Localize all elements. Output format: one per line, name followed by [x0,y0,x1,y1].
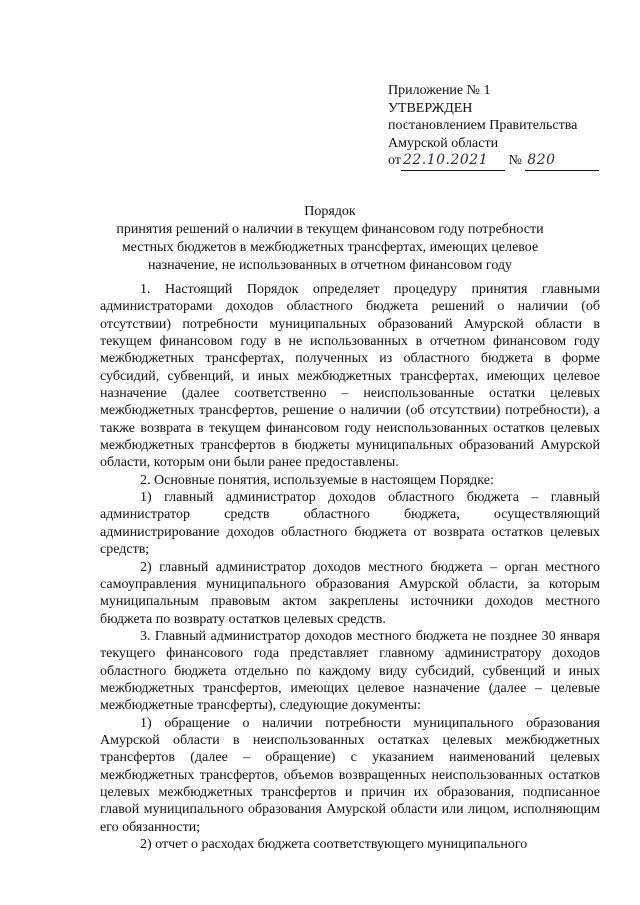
handwritten-date: 22.10.2021 [402,152,489,168]
paragraph: 1. Настоящий Порядок определяет процедуру принятия главными администраторами доходов областного бюджета решений о наличии (об отсутствии) потребности муниципальных образований Амурской области в текущем финансовом году в не использованных в отчетном финансовом году межбюджетных трансфертах, полученных из областного бюджета в форме субсидий, субвенций, и иных межбюджетных трансфертах, имеющих целевое назначение (далее соответственно – неиспользованные остатки целевых межбюджетных трансфертов, решение о наличии (об отсутствии) потребности), а также возврата в текущем финансовом году неиспользованных остатков целевых межбюджетных трансфертов в бюджеты муниципальных образований Амурской области, которым они были ранее предоставлены. [100,282,600,471]
number-prefix: № [508,153,522,168]
handwritten-number: 820 [527,152,556,168]
date-prefix: от [388,153,401,168]
appendix-number: Приложение № 1 [388,83,491,98]
date-line [401,152,505,171]
approved-by: постановлением Правительства [388,118,578,133]
paragraph: 1) главный администратор доходов областного бюджета – главный администратор средств областного бюджета, осуществляющий администрирование доходов областного бюджета от возврата остатков целевых средств; [100,490,600,558]
paragraph: 2. Основные понятия, используемые в настоящем Порядке: [140,472,494,488]
approved-label: УТВЕРЖДЕН [388,100,473,116]
document-title [110,203,550,275]
title-line-3: назначение, не использованных в отчетном финансовом году [147,258,513,273]
approval-date-number [388,152,618,171]
number-line [525,152,599,171]
paragraph: 3. Главный администратор доходов местного бюджета не позднее 30 января текущего финансового года представляет главному администратору доходов областного бюджета отдельно по каждому виду субсидий, субвенций и иных межбюджетных трансфертов, имеющих целевое назначение (далее – целевые межбюджетные трансферты), следующие документы: [100,628,600,714]
title-heading: Порядок [304,204,356,219]
approval-block [388,82,618,171]
title-line-2: местных бюджетов в межбюджетных трансфертах, имеющих целевое [121,240,539,255]
document-body [100,281,600,853]
title-line-1: принятия решений о наличии в текущем финансовом году потребности [116,222,544,237]
paragraph: 2) отчет о расходах бюджета соответствующего муниципального [140,837,528,852]
paragraph: 2) главный администратор доходов местного бюджета – орган местного самоуправления муниципального образования Амурской области, за которым муниципальным правовым актом закреплены источники доходов местного бюджета по возврату остатков целевых средств. [100,559,600,627]
paragraph: 1) обращение о наличии потребности муниципального образования Амурской области в неиспользованных остатках целевых межбюджетных трансфертов (далее – обращение) с указанием наименований целевых межбюджетных трансфертов, объемов возвращенных неиспользованных остатков целевых межбюджетных трансфертов и причин их образования, подписанное главой муниципального образования Амурской области или лицом, исполняющим его обязанности; [100,715,600,835]
approved-region: Амурской области [388,135,499,151]
